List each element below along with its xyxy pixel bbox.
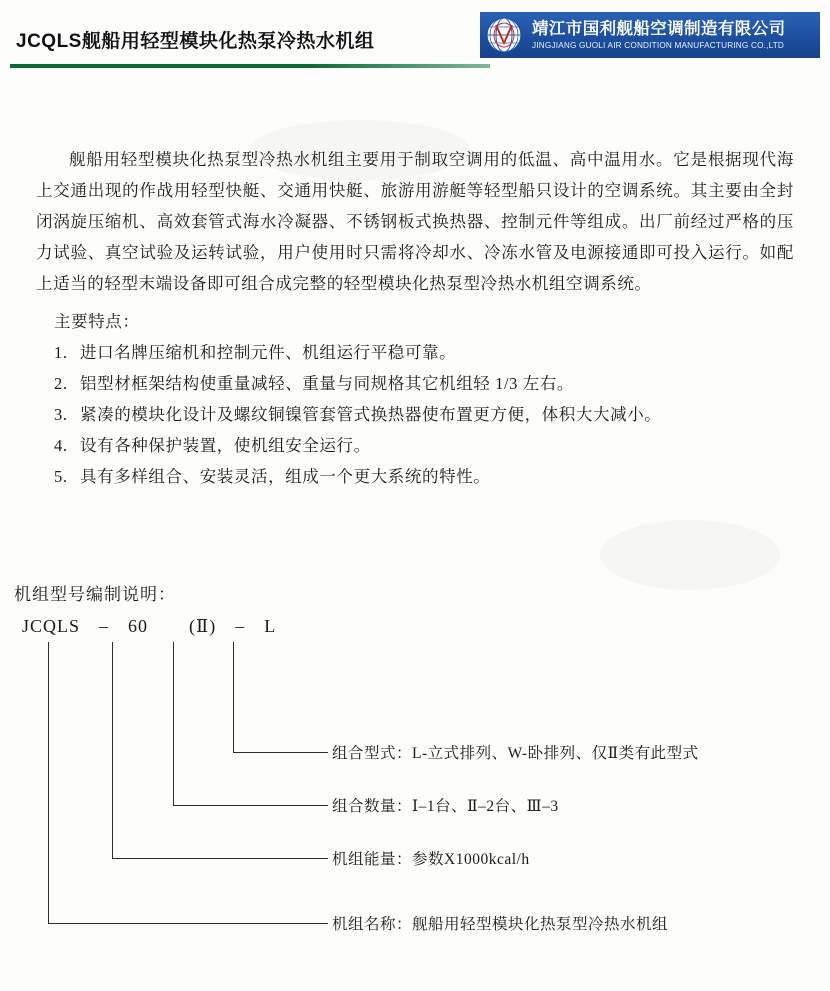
- leader-line-name-horizontal: [48, 923, 328, 924]
- leader-line-type-horizontal: [233, 752, 328, 753]
- leader-line-quantity-vertical: [173, 642, 174, 805]
- leader-line-quantity-horizontal: [173, 805, 328, 806]
- document-body: [0, 78, 830, 492]
- leader-line-name-vertical: [48, 642, 49, 923]
- features-list: [54, 337, 794, 492]
- model-code-dash-1: –: [99, 616, 110, 636]
- company-name-cn: 靖江市国利舰船空调制造有限公司: [532, 19, 786, 38]
- list-item-number: 4.: [54, 436, 68, 455]
- model-code-dash-2: –: [235, 616, 246, 636]
- callout-quantity-label: 组合数量：: [332, 798, 413, 815]
- model-code-string: [22, 616, 276, 637]
- features-heading: 主要特点：: [54, 312, 140, 331]
- callout-name-value: 舰船用轻型模块化热泵型冷热水机组: [412, 916, 669, 933]
- model-code-type: L: [264, 616, 277, 636]
- model-code-heading: 机组型号编制说明：: [14, 585, 176, 604]
- callout-name-label: 机组名称：: [332, 916, 413, 933]
- model-code-capacity: 60: [128, 616, 149, 636]
- callout-capacity: [332, 847, 530, 869]
- list-item: [54, 430, 794, 461]
- list-item-text: 设有各种保护装置，使机组安全运行。: [80, 436, 371, 455]
- list-item: [54, 368, 794, 399]
- intro-paragraph: 舰船用轻型模块化热泵型冷热水机组主要用于制取空调用的低温、高中温用水。它是根据现代海上交通出现的作战用轻型快艇、交通用快艇、旅游用游艇等轻型船只设计的空调系统。其主要由全封闭涡旋压缩机、高效套管式海水冷凝器、不锈钢板式换热器、控制元件等组成。出厂前经过严格的压力试验、真空试验及运转试验，用户使用时只需将冷却水、冷冻水管及电源接通即可投入运行。如配上适当的轻型末端设备即可组合成完整的轻型模块化热泵型冷热水机组空调系统。: [36, 150, 794, 293]
- page-title: JCQLS舰船用轻型模块化热泵冷热水机组: [16, 31, 375, 52]
- list-item-number: 3.: [54, 405, 68, 424]
- list-item-text: 铝型材框架结构使重量减轻、重量与同规格其它机组轻 1/3 左右。: [80, 374, 575, 393]
- list-item-text: 具有多样组合、安装灵活，组成一个更大系统的特性。: [80, 467, 491, 486]
- callout-quantity: [332, 794, 559, 816]
- callout-type-label: 组合型式：: [332, 745, 413, 762]
- company-name-en: JINGJIANG GUOLI AIR CONDITION MANUFACTURING CO.,LTD: [532, 40, 785, 50]
- list-item-number: 5.: [54, 467, 68, 486]
- list-item-text: 进口名牌压缩机和控制元件、机组运行平稳可靠。: [80, 343, 457, 362]
- list-item: [54, 461, 794, 492]
- model-code-name: JCQLS: [22, 616, 81, 636]
- list-item: [54, 399, 794, 430]
- model-code-quantity: (Ⅱ): [189, 616, 217, 636]
- leader-line-capacity-horizontal: [112, 858, 328, 859]
- list-item-number: 1.: [54, 343, 68, 362]
- leader-line-capacity-vertical: [112, 642, 113, 858]
- header-rule: [10, 64, 490, 68]
- company-logo-banner: [480, 12, 820, 58]
- callout-capacity-value: 参数X1000kcal/h: [412, 851, 530, 868]
- page-header: [0, 0, 830, 78]
- model-code-section: [0, 580, 830, 980]
- callout-type: [332, 741, 699, 763]
- list-item: [54, 337, 794, 368]
- callout-capacity-label: 机组能量：: [332, 851, 413, 868]
- callout-quantity-value: Ⅰ–1台、Ⅱ–2台、Ⅲ–3: [412, 798, 559, 815]
- company-globe-icon: [482, 13, 526, 57]
- leader-line-type-vertical: [233, 642, 234, 752]
- callout-name: [332, 912, 668, 934]
- callout-type-value: L-立式排列、W-卧排列、仅Ⅱ类有此型式: [412, 745, 699, 762]
- list-item-number: 2.: [54, 374, 68, 393]
- list-item-text: 紧凑的模块化设计及螺纹铜镍管套管式换热器使布置更方便，体积大大减小。: [80, 405, 662, 424]
